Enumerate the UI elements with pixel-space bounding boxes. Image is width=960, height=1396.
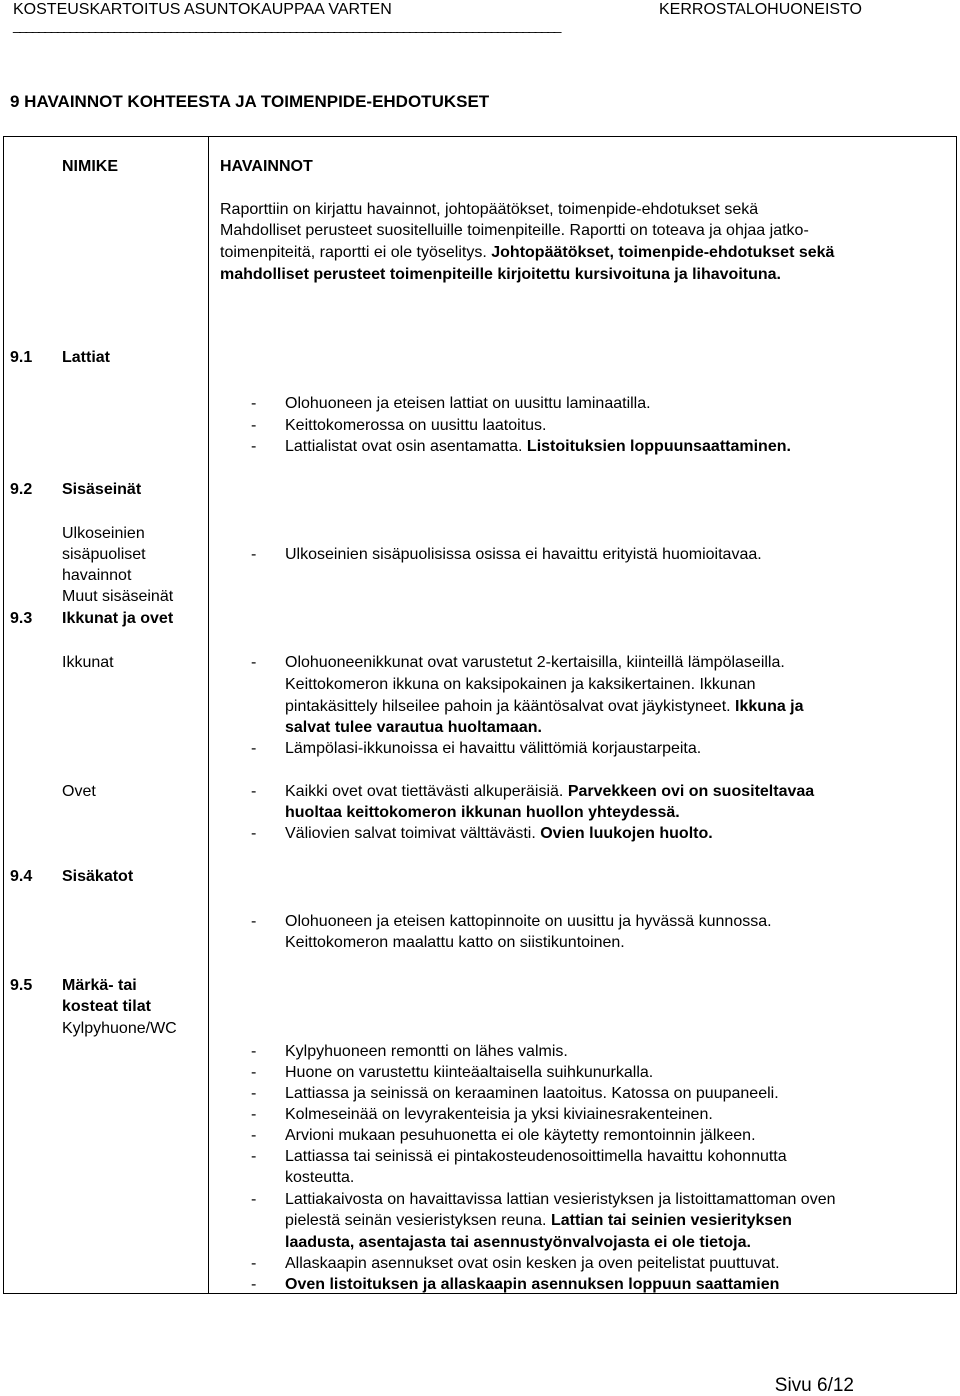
s95-bullet-7-line2	[285, 1211, 792, 1231]
s95-bullet-4: Kolmeseinää on levyrakenteisia ja yksi kiviainesrakenteinen.	[285, 1106, 713, 1123]
s93-door-1-line2: huoltaa keittokomeron ikkunan huollon yhteydessä.	[285, 804, 680, 821]
section-9-5-title-line2: kosteat tilat	[62, 998, 151, 1015]
bullet-dash: -	[251, 1106, 257, 1123]
bullet-dash: -	[251, 1255, 257, 1272]
bullet-dash: -	[251, 1064, 257, 1081]
section-9-4-number: 9.4	[10, 868, 33, 885]
s91-bullet-2: Keittokomerossa on uusittu laatoitus.	[285, 417, 547, 434]
s91-bullet-3	[285, 437, 791, 457]
section-9-1-number: 9.1	[10, 349, 33, 366]
s93-door-1-bold: Parvekkeen ovi on suositeltavaa	[567, 783, 815, 800]
intro-line-1: Raporttiin on kirjattu havainnot, johtopäätökset, toimenpide-ehdotukset sekä	[220, 201, 759, 218]
s93-window-1-line2-text: Keittokomeron ikkuna on kaksipokainen ja kaksikertainen.	[285, 676, 696, 693]
document-header-type: KERROSTALOHUONEISTO	[659, 1, 862, 18]
s95-bullet-3: Lattiassa ja seinissä on keraaminen laatoitus. Katossa on puupaneeli.	[285, 1085, 779, 1102]
s91-bullet-3-bold: Listoituksien loppuunsaattaminen.	[526, 438, 791, 455]
s91-bullet-3-text: Lattialistat ovat osin asentamatta.	[285, 438, 523, 455]
bullet-dash: -	[251, 1191, 257, 1208]
column-divider	[208, 136, 209, 1294]
s93-window-2: Lämpölasi-ikkunoissa ei havaittu välittömiä korjaustarpeita.	[285, 740, 702, 757]
intro-line-2: Mahdolliset perusteet suositelluille toimenpiteille. Raportti on toteava ja ohjaa jatko-	[220, 222, 809, 239]
s93-window-1-line3	[285, 697, 804, 717]
s93-door-2-text: Väliovien salvat toimivat välttävästi.	[285, 825, 536, 842]
bullet-dash: -	[251, 1276, 257, 1293]
s94-bullet-1: Olohuoneen ja eteisen kattopinnoite on uusittu ja hyvässä kunnossa.	[285, 913, 772, 930]
s93-door-1	[285, 782, 814, 802]
intro-line-3-text: toimenpiteitä, raportti ei ole työselitys.	[220, 244, 487, 261]
bullet-dash: -	[251, 654, 257, 671]
bullet-dash: -	[251, 1127, 257, 1144]
s93-door-1-text: Kaikki ovet ovat tiettävästi alkuperäisiä.	[285, 783, 564, 800]
page-number: Sivu 6/12	[774, 1375, 854, 1396]
s92-sub2: Muut sisäseinät	[62, 588, 174, 605]
s91-bullet-1: Olohuoneen ja eteisen lattiat on uusittu laminaatilla.	[285, 395, 651, 412]
s93-window-1: Olohuoneenikkunat ovat varustetut 2-kertaisilla, kiinteillä lämpölaseilla.	[285, 654, 785, 671]
bullet-dash: -	[251, 783, 257, 800]
s92-sub1-line2: sisäpuoliset	[62, 546, 146, 563]
s93-window-1-line4: salvat tulee varautua huoltamaan.	[285, 719, 542, 736]
section-9-3-number: 9.3	[10, 610, 33, 627]
s95-bullet-9: Oven listoituksen ja allaskaapin asennuksen loppuun saattamien	[285, 1276, 780, 1293]
section-9-5-title-line1: Märkä- tai	[62, 977, 137, 994]
intro-line-3	[220, 243, 834, 263]
s93-door-2-bold: Ovien luukojen huolto.	[540, 825, 713, 842]
intro-line-3-bold: Johtopäätökset, toimenpide-ehdotukset sekä	[491, 244, 835, 261]
bullet-dash: -	[251, 913, 257, 930]
s95-bullet-1: Kylpyhuoneen remontti on lähes valmis.	[285, 1043, 568, 1060]
header-rule: _______________________________________________________________________________________	[13, 17, 560, 33]
section-9-2-number: 9.2	[10, 481, 33, 498]
bullet-dash: -	[251, 395, 257, 412]
bullet-dash: -	[251, 825, 257, 842]
s95-sub-bathroom: Kylpyhuone/WC	[62, 1020, 177, 1037]
bullet-dash: -	[251, 1085, 257, 1102]
s95-bullet-7: Lattiakaivosta on havaittavissa lattian vesieristyksen ja listoittamattoman oven	[285, 1191, 836, 1208]
bullet-dash: -	[251, 438, 257, 455]
section-9-5-number: 9.5	[10, 977, 33, 994]
bullet-dash: -	[251, 417, 257, 434]
s93-door-2	[285, 824, 713, 844]
section-9-4-title: Sisäkatot	[62, 868, 134, 885]
s95-bullet-6: Lattiassa tai seinissä ei pintakosteudenosoittimella havaittu kohonnutta	[285, 1148, 787, 1165]
s95-bullet-2: Huone on varustettu kiinteäaltaisella suihkunurkalla.	[285, 1064, 654, 1081]
s93-window-1-line3-text: pintakäsittely hilseilee pahoin ja kääntösalvat ovat jäykistyneet.	[285, 698, 731, 715]
bullet-dash: -	[251, 1148, 257, 1165]
s92-sub1-line3: havainnot	[62, 567, 132, 584]
s95-bullet-8: Allaskaapin asennukset ovat osin kesken ja oven peitelistat puuttuvat.	[285, 1255, 780, 1272]
s93-window-1-line3-bold: Ikkuna ja	[735, 698, 804, 715]
col-header-observations: HAVAINNOT	[220, 158, 313, 175]
s95-bullet-7-line2-bold: Lattian tai seinien vesierityksen	[550, 1212, 792, 1229]
section-title: 9 HAVAINNOT KOHTEESTA JA TOIMENPIDE-EHDOTUKSET	[10, 92, 490, 111]
s93-window-1-line2	[285, 675, 756, 695]
section-9-1-title: Lattiat	[62, 349, 110, 366]
s93-sub-doors: Ovet	[62, 783, 96, 800]
bullet-dash: -	[251, 740, 257, 757]
s95-bullet-7-line3: laadusta, asentajasta tai asennustyönvalvojasta ei ole tietoja.	[285, 1234, 751, 1251]
s92-sub1-line1: Ulkoseinien	[62, 525, 145, 542]
s92-bullet-1: Ulkoseinien sisäpuolisissa osissa ei havaittu erityistä huomioitavaa.	[285, 546, 762, 563]
s95-bullet-6-line2: kosteutta.	[285, 1169, 355, 1186]
section-9-3-title: Ikkunat ja ovet	[62, 610, 174, 627]
document-header-title: KOSTEUSKARTOITUS ASUNTOKAUPPAA VARTEN	[13, 1, 392, 18]
col-header-name: NIMIKE	[62, 158, 118, 175]
intro-line-4: mahdolliset perusteet toimenpiteille kirjoitettu kursivoituna ja lihavoituna.	[220, 266, 781, 283]
section-9-2-title: Sisäseinät	[62, 481, 142, 498]
bullet-dash: -	[251, 546, 257, 563]
s95-bullet-7-line2-text: pielestä seinän vesieristyksen reuna.	[285, 1212, 547, 1229]
s94-bullet-1-line2: Keittokomeron maalattu katto on siistikuntoinen.	[285, 934, 625, 951]
s95-bullet-5: Arvioni mukaan pesuhuonetta ei ole käytetty remontoinnin jälkeen.	[285, 1127, 756, 1144]
s93-sub-windows: Ikkunat	[62, 654, 114, 671]
bullet-dash: -	[251, 1043, 257, 1060]
s93-window-1-line2-end: Ikkunan	[699, 676, 756, 693]
